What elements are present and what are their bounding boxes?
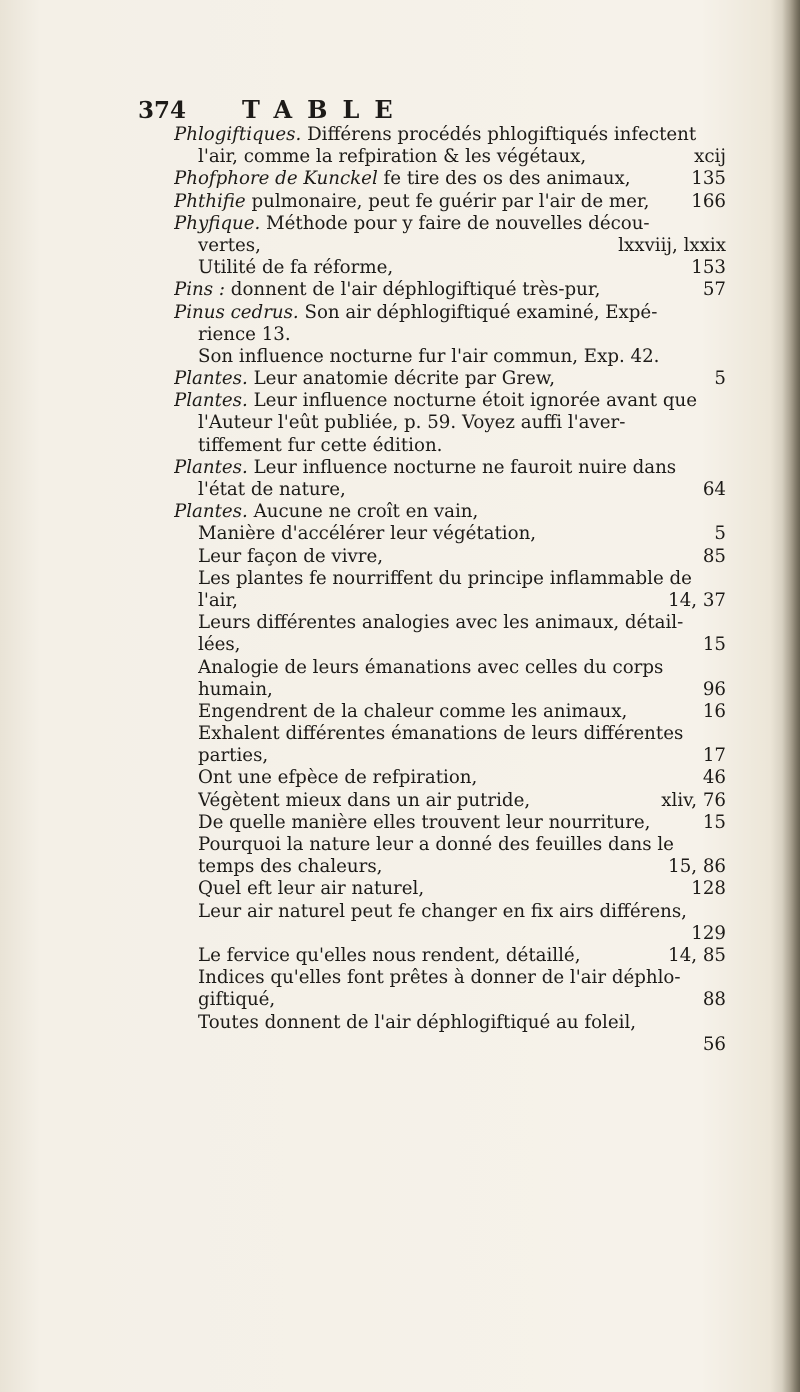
index-line xyxy=(174,612,726,634)
index-line xyxy=(174,191,726,213)
index-entry-text xyxy=(198,856,382,878)
index-entry-page-ref: 14, 85 xyxy=(668,944,726,966)
index-entry-body: Exhalent différentes émanations de leurs différentes xyxy=(198,723,684,745)
index-entry-text xyxy=(198,657,663,679)
index-line xyxy=(174,302,726,324)
index-line xyxy=(174,501,726,523)
index-entry-body: Leur air naturel peut fe changer en fix airs différens, xyxy=(198,900,687,922)
index-entry-heading: Pins : xyxy=(174,279,226,301)
index-entry-text xyxy=(198,901,687,923)
page-header xyxy=(138,95,698,125)
index-entry-body: De quelle manière elles trouvent leur nourriture, xyxy=(198,811,651,833)
index-line xyxy=(174,723,726,745)
index-entry-body: Aucune ne croît en vain, xyxy=(247,501,479,523)
index-entry-text xyxy=(198,324,291,346)
index-entry-page-ref: 5 xyxy=(714,368,726,390)
index-line xyxy=(174,657,726,679)
index-entry-body: l'Auteur l'eût publiée, p. 59. Voyez auffi l'aver- xyxy=(198,412,626,434)
index-entry-body: temps des chaleurs, xyxy=(198,856,383,878)
index-entry-body: donnent de l'air déphlogiftiqué très-pur, xyxy=(225,279,601,301)
index-entry-body: Manière d'accélérer leur végétation, xyxy=(198,523,537,545)
index-line xyxy=(174,1012,726,1034)
index-entry-page-ref: 129 xyxy=(691,922,726,944)
index-entry-heading: Plantes. xyxy=(174,456,248,478)
index-entry-text xyxy=(198,146,586,168)
index-entry-text xyxy=(198,612,683,634)
index-line xyxy=(174,923,726,945)
index-entry-text xyxy=(198,767,477,789)
index-entry-body: Engendrent de la chaleur comme les animaux, xyxy=(198,700,628,722)
index-entry-text xyxy=(198,235,261,257)
index-line xyxy=(174,390,726,412)
index-entry-body: Ont une efpèce de refpiration, xyxy=(198,767,478,789)
index-entry-page-ref: 14, 37 xyxy=(668,589,726,611)
index-line xyxy=(174,901,726,923)
index-line xyxy=(174,124,726,146)
index-entry-page-ref: lxxviij, lxxix xyxy=(618,234,726,256)
index-entry-body: Différens procédés phlogiftiqués infectent xyxy=(301,124,697,145)
index-entry-text xyxy=(198,1012,636,1034)
index-entry-text xyxy=(198,568,692,590)
index-line xyxy=(174,745,726,767)
index-entry-text xyxy=(198,546,383,568)
index-entry-body: Analogie de leurs émanations avec celles du corps xyxy=(198,656,664,678)
index-entry-text xyxy=(174,302,657,324)
index-entry-text xyxy=(198,523,536,545)
index-entry-page-ref: 135 xyxy=(691,168,726,190)
index-entry-page-ref: xliv, 76 xyxy=(661,789,726,811)
index-entry-page-ref: 15 xyxy=(702,811,726,833)
index-entry-heading: Phlogiftiques. xyxy=(174,124,302,145)
index-line xyxy=(174,457,726,479)
index-entry-body: rience 13. xyxy=(198,323,291,345)
index-entry-heading: Plantes. xyxy=(174,368,248,390)
index-line xyxy=(174,856,726,878)
index-line xyxy=(174,346,726,368)
index-entry-page-ref: 56 xyxy=(702,1033,726,1055)
index-entry-body: Utilité de fa réforme, xyxy=(198,257,394,279)
index-line xyxy=(174,634,726,656)
index-entry-body: Leur influence nocturne ne fauroit nuire dans xyxy=(247,456,677,478)
index-line xyxy=(174,213,726,235)
index-line xyxy=(174,767,726,789)
index-entry-page-ref: 96 xyxy=(702,678,726,700)
index-entry-text xyxy=(174,124,696,146)
index-line xyxy=(174,368,726,390)
index-entry-page-ref: 64 xyxy=(702,479,726,500)
index-entry-body: l'air, xyxy=(198,589,238,611)
index-line xyxy=(174,168,726,190)
index-line xyxy=(174,834,726,856)
index-line xyxy=(174,546,726,568)
index-entry-body: Les plantes fe nourriffent du principe inflammable de xyxy=(198,567,692,589)
index-entry-page-ref: 88 xyxy=(702,989,726,1011)
index-entry-text xyxy=(198,812,650,834)
index-entry-body: Leur influence nocturne étoit ignorée avant que xyxy=(247,390,697,412)
index-entry-heading: Plantes. xyxy=(174,501,248,523)
index-line xyxy=(174,1034,726,1056)
index-entry-text xyxy=(174,457,676,479)
index-entry-body: Le fervice qu'elles nous rendent, détaillé, xyxy=(198,944,581,966)
index-entry-body: Son air déphlogiftiqué examiné, Expé- xyxy=(298,301,658,323)
index-entry-body: fe tire des os des animaux, xyxy=(377,168,631,190)
index-entry-page-ref: 15, 86 xyxy=(668,856,726,878)
index-entry-text xyxy=(198,834,674,856)
index-entry-body: Quel eft leur air naturel, xyxy=(198,878,425,900)
index-entry-body: Son influence nocturne fur l'air commun, Exp. 42. xyxy=(198,345,660,367)
index-entry-text xyxy=(198,967,681,989)
index-line xyxy=(174,257,726,279)
index-entry-page-ref: 17 xyxy=(702,745,726,767)
index-entry-body: l'air, comme la refpiration & les végétaux, xyxy=(198,146,587,168)
index-entry-text xyxy=(198,701,627,723)
index-line xyxy=(174,790,726,812)
index-entry-text xyxy=(198,723,683,745)
running-title: TABLE xyxy=(242,95,408,124)
index-line xyxy=(174,412,726,434)
index-line xyxy=(174,812,726,834)
index-line xyxy=(174,523,726,545)
index-entry-text xyxy=(198,878,424,900)
index-entry-heading: Plantes. xyxy=(174,390,248,412)
index-entry-body: lées, xyxy=(198,634,241,656)
index-entry-body: pulmonaire, peut fe guérir par l'air de mer, xyxy=(245,190,650,212)
index-line xyxy=(174,279,726,301)
index-entry-heading: Phofphore de Kunckel xyxy=(174,168,378,190)
index-entry-text xyxy=(174,390,697,412)
index-entry-page-ref: 5 xyxy=(714,523,726,545)
index-entry-page-ref: 166 xyxy=(691,190,726,212)
page-number: 374 xyxy=(138,97,187,124)
index-entry-text xyxy=(198,679,273,701)
index-entry-page-ref: 128 xyxy=(691,878,726,900)
index-entry-body: Méthode pour y faire de nouvelles décou- xyxy=(260,212,650,234)
index-entry-text xyxy=(198,479,346,501)
index-entry-text xyxy=(174,168,631,190)
index-entry-body: Végètent mieux dans un air putride, xyxy=(198,789,531,811)
index-entry-body: Leur anatomie décrite par Grew, xyxy=(247,368,555,390)
index-line xyxy=(174,878,726,900)
index-entry-page-ref: 153 xyxy=(691,257,726,279)
index-line xyxy=(174,679,726,701)
index-entry-text xyxy=(174,501,478,523)
index-entry-body: Toutes donnent de l'air déphlogiftiqué au foleil, xyxy=(198,1011,637,1033)
index-entry-text xyxy=(198,257,393,279)
index-entry-body: vertes, xyxy=(198,234,261,256)
index-line xyxy=(174,479,726,501)
index-entry-heading: Phthifie xyxy=(174,190,246,212)
index-entry-body: Leur façon de vivre, xyxy=(198,545,384,567)
index-entry-text xyxy=(198,412,625,434)
index-entry-body: giftiqué, xyxy=(198,989,276,1011)
index-entries xyxy=(174,124,726,1056)
index-entry-text xyxy=(198,989,275,1011)
index-line xyxy=(174,324,726,346)
index-entry-body: humain, xyxy=(198,678,273,700)
index-entry-page-ref: 15 xyxy=(702,634,726,656)
index-entry-text xyxy=(198,945,580,967)
index-entry-text xyxy=(174,191,649,213)
index-line xyxy=(174,945,726,967)
index-entry-text xyxy=(198,745,268,767)
index-line xyxy=(174,235,726,257)
index-entry-text xyxy=(198,634,240,656)
index-entry-page-ref: xcij xyxy=(694,146,726,168)
index-entry-body: tiffement fur cette édition. xyxy=(198,434,443,456)
index-entry-page-ref: 57 xyxy=(702,279,726,301)
index-entry-body: parties, xyxy=(198,745,269,767)
index-entry-text xyxy=(198,346,659,368)
index-line xyxy=(174,146,726,168)
index-entry-body: l'état de nature, xyxy=(198,479,346,500)
index-line xyxy=(174,701,726,723)
index-entry-body: Indices qu'elles font prêtes à donner de l'air déphlo- xyxy=(198,967,681,989)
index-entry-heading: Pinus cedrus. xyxy=(174,301,299,323)
index-line xyxy=(174,590,726,612)
index-entry-body: Pourquoi la nature leur a donné des feuilles dans le xyxy=(198,834,674,855)
index-entry-text xyxy=(198,590,238,612)
index-line xyxy=(174,967,726,989)
page-gutter-shadow xyxy=(782,0,800,1392)
index-entry-page-ref: 16 xyxy=(702,700,726,722)
index-entry-text xyxy=(198,435,442,457)
index-entry-page-ref: 46 xyxy=(702,767,726,789)
index-line xyxy=(174,989,726,1011)
index-entry-text xyxy=(174,368,555,390)
index-entry-text xyxy=(174,279,600,301)
index-line xyxy=(174,435,726,457)
index-entry-text xyxy=(174,213,650,235)
index-line xyxy=(174,568,726,590)
index-entry-heading: Phyfique. xyxy=(174,212,261,234)
index-entry-page-ref: 85 xyxy=(702,545,726,567)
index-entry-text xyxy=(198,790,530,812)
index-entry-body: Leurs différentes analogies avec les animaux, détail- xyxy=(198,612,684,634)
